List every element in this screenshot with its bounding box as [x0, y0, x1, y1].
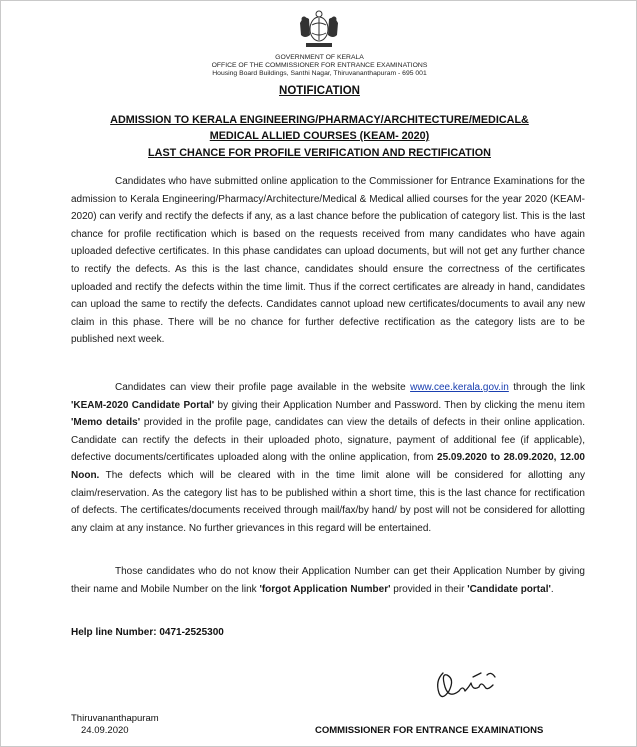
paragraph-3-text-1: Those candidates who do not know their Application Number can get their Application Number by giving their name and Mobile Number on the link: [71, 566, 585, 595]
paragraph-2-text-4: provided in the profile page, candidates can view the details of defects in their online application. Candidate can rectify the defects in their uploaded photo, signature, payment of additional fee (if applicable), defective documents/certificates uploaded along with the online application, from: [71, 417, 585, 464]
title-line-1: ADMISSION TO KERALA ENGINEERING/PHARMACY/ARCHITECTURE/MEDICAL&: [110, 114, 529, 126]
paragraph-1: [71, 173, 585, 349]
title-line-2: MEDICAL ALLIED COURSES (KEAM- 2020): [209, 130, 430, 142]
paragraph-2: [71, 379, 585, 537]
header-government: GOVERNMENT OF KERALA: [275, 54, 364, 61]
candidate-portal-text: 'Candidate portal': [467, 583, 551, 595]
paragraph-2-text-3: by giving their Application Number and Password. Then by clicking the menu item: [214, 399, 585, 411]
kerala-state-emblem-icon: [296, 5, 342, 51]
helpline-number: Help line Number: 0471-2525300: [71, 627, 224, 638]
deadline-text: 25.09.2020 to 28.09.2020, 12.00 Noon.: [71, 452, 585, 481]
title-line-3: LAST CHANCE FOR PROFILE VERIFICATION AND RECTIFICATION: [148, 147, 491, 159]
paragraph-2-text-2: through the link: [508, 382, 585, 393]
header-office: OFFICE OF THE COMMISSIONER FOR ENTRANCE EXAMINATIONS: [211, 62, 428, 69]
memo-details-text: 'Memo details': [71, 417, 141, 429]
candidate-portal-link-text: 'KEAM-2020 Candidate Portal': [71, 399, 215, 411]
paragraph-2-text-5: The defects which will be cleared with in the time limit alone will be considered for allotting any claim/reservation. As the category list has to be published within a short time, this is the last chance for rectification of defects. The certificates/documents received through mail/fax/by hand/ by post will not be considered for allotting any claim at any instance. No further grievances in this regard will be entertained.: [71, 469, 585, 534]
paragraph-3-text-2: provided in their: [390, 583, 468, 595]
notification-heading: NOTIFICATION: [279, 85, 360, 97]
paragraph-3-text-3: .: [550, 583, 554, 595]
issue-date: 24.09.2020: [81, 725, 129, 736]
paragraph-2-text-1: Candidates can view their profile page available in the website: [115, 382, 411, 393]
place-and-date: [71, 713, 159, 737]
place-name: Thiruvananthapuram: [71, 713, 159, 724]
website-link[interactable]: www.cee.kerala.gov.in: [410, 382, 509, 393]
paragraph-3: [71, 563, 585, 598]
handwritten-signature-icon: [429, 665, 509, 705]
paragraph-1-text: Candidates who have submitted online application to the Commissioner for Entrance Examinations for the admission to Kerala Engineering/Pharmacy/Architecture/Medical & Medical allied courses for the year 2020 (KEAM-2020) can verify and rectify the defects if any, as a last chance before the publication of category list. This is the last chance for profile rectification which is based on the requests received from many candidates who have again uploaded defective certificates. In this phase candidates can upload documents, but will not get any further chance to rectify the defects. As this is the last chance, candidates should ensure the correctness of the certificates uploaded and rectify the defects within the time limit. Thus if the correct certificates are already in hand, candidates can upload the same to rectify the defects. Candidates cannot upload new certificates/documents to avail any new claim in this phase. There will be no chance for further defective rectification as the category lists are to be published next week.: [71, 176, 585, 346]
forgot-application-number-text: 'forgot Application Number': [259, 583, 391, 595]
header-address: Housing Board Buildings, Santhi Nagar, Thiruvananthapuram - 695 001: [212, 70, 427, 77]
commissioner-designation: COMMISSIONER FOR ENTRANCE EXAMINATIONS: [315, 725, 544, 736]
